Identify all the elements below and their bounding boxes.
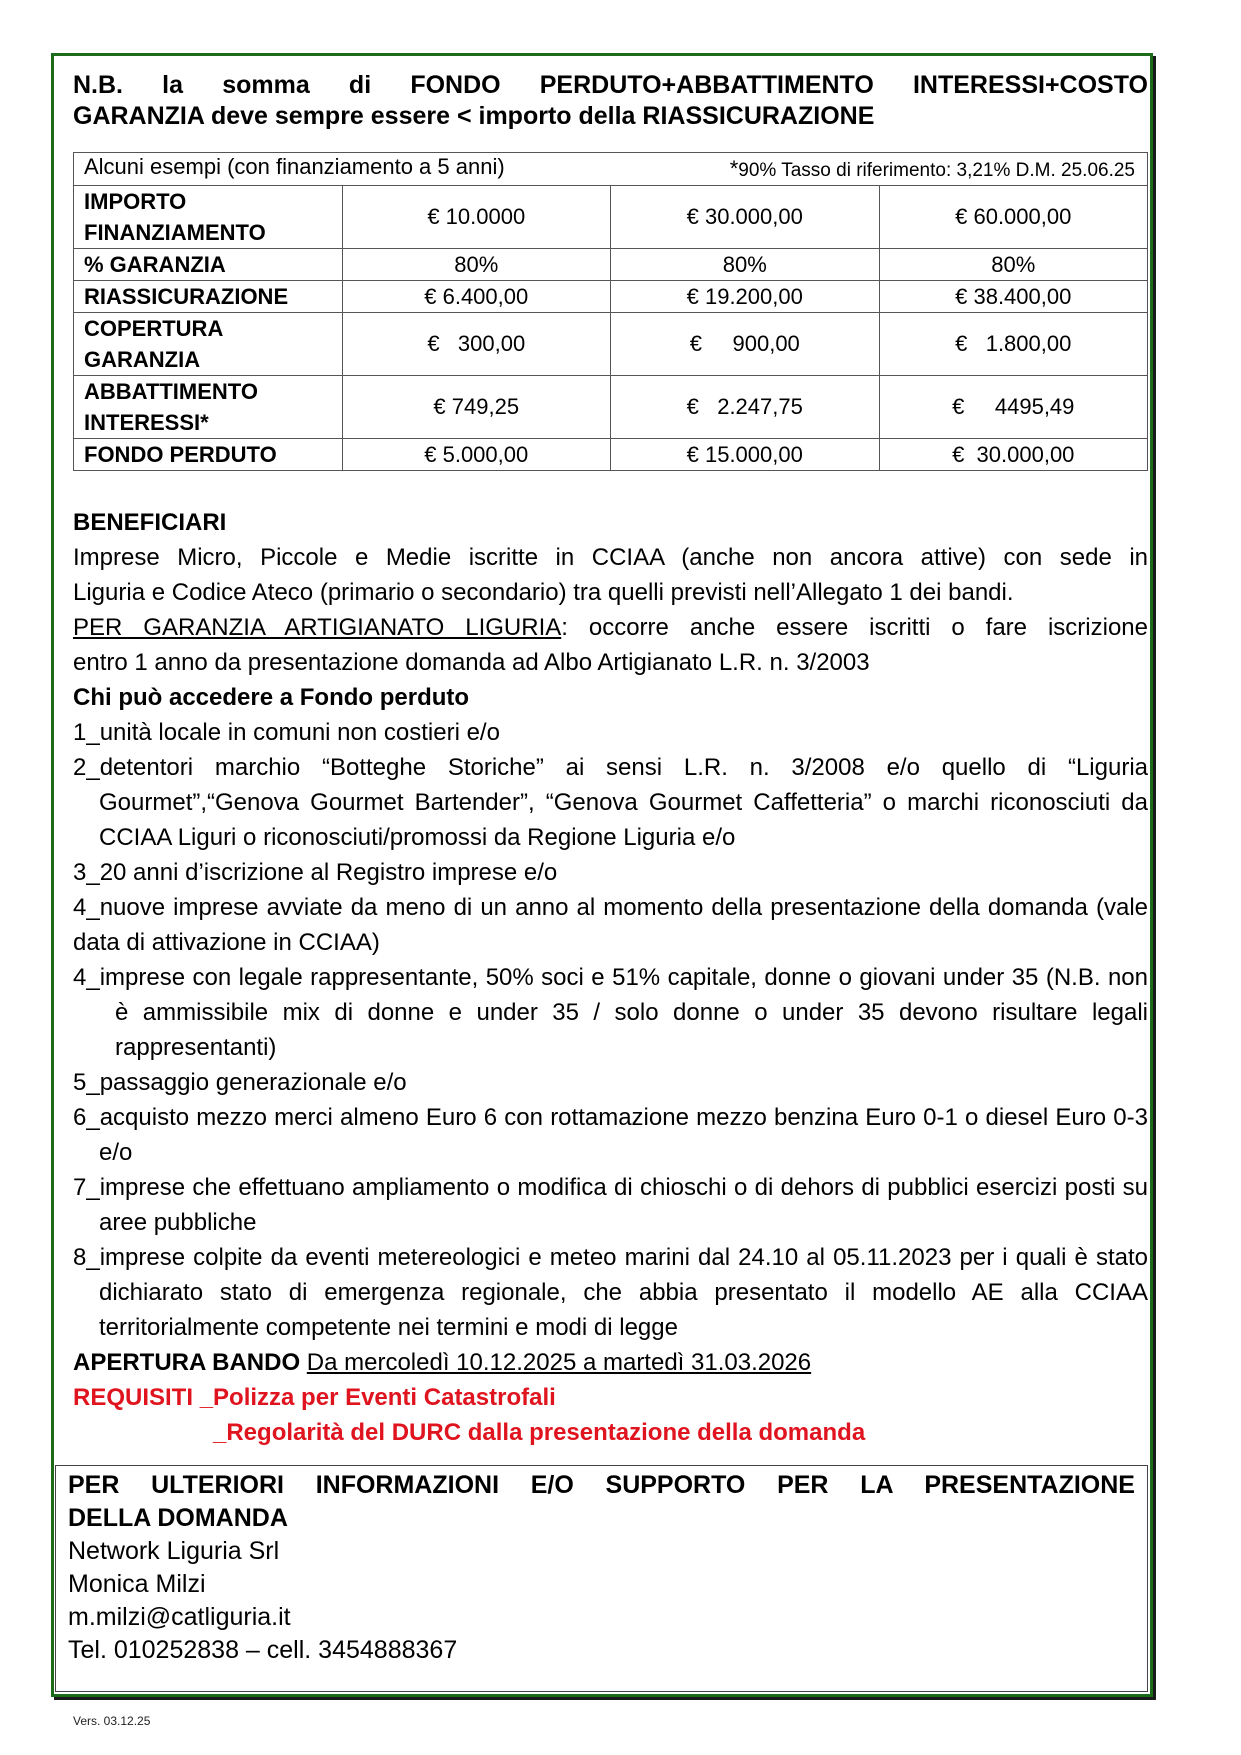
list-item: 5_passaggio generazionale e/o [73,1069,407,1096]
cell-value: 80% [342,249,611,281]
cell-value: € 30.000,00 [611,186,880,249]
table-caption-row [74,153,1148,186]
cell-value: € 60.000,00 [879,186,1148,249]
cell-value: € 19.200,00 [611,281,880,313]
list-item: 3_20 anni d’iscrizione al Registro imprese e/o [73,859,558,886]
artigianato-label: PER GARANZIA ARTIGIANATO LIGURIA [73,614,562,641]
cell-value: € 300,00 [342,313,611,376]
contact-phone: Tel. 010252838 – cell. 3454888367 [68,1636,458,1664]
apertura-dates: Da mercoledì 10.12.2025 a martedì 31.03.2026 [306,1349,812,1376]
contact-email-link[interactable]: m.milzi@catliguria.it [68,1603,291,1631]
caption-left: Alcuni esempi (con finanziamento a 5 anni) [84,154,505,179]
notice-line-2: GARANZIA deve sempre essere < importo della RIASSICURAZIONE [73,102,875,130]
contact-company: Network Liguria Srl [68,1537,280,1565]
requisiti-item-2: _Regolarità del DURC dalla presentazione della domanda [213,1419,866,1446]
cell-value: € 15.000,00 [611,439,880,471]
artigianato-text: : occorre anche essere iscritti o fare iscrizione [561,614,1148,641]
requisiti-label: REQUISITI [73,1384,194,1411]
list-item: 7_imprese che effettuano ampliamento o modifica di chioschi o di dehors di pubblici esercizi posti su aree pubbliche [73,1174,1148,1236]
list-item: 6_acquisto mezzo merci almeno Euro 6 con rottamazione mezzo benzina Euro 0-1 o diesel Euro 0-3 e/o [73,1104,1148,1166]
contact-person: Monica Milzi [68,1570,206,1598]
fondo-perduto-heading: Chi può accedere a Fondo perduto [73,684,470,711]
row-label: % GARANZIA [74,249,343,281]
apertura-bando [73,1345,1148,1380]
reference-rate: 90% Tasso di riferimento: 3,21% D.M. 25.06.25 [738,160,1135,181]
cell-value: € 5.000,00 [342,439,611,471]
contact-title-line-2: DELLA DOMANDA [68,1504,288,1532]
contact-title [68,1469,1135,1535]
beneficiari-para-line-2: Liguria e Codice Ateco (primario o secondario) tra quelli previsti nell’Allegato 1 dei bandi. [73,579,1014,606]
requisiti-line-1 [73,1380,1148,1415]
cell-value: 80% [611,249,880,281]
list-item: 4_imprese con legale rappresentante, 50% soci e 51% capitale, donne o giovani under 35 (N.B. non è ammissibile mix di donne e under 35 / solo donne o under 35 devono risultare legali rappresentanti) [73,964,1148,1061]
requisiti-item-1: _Polizza per Eventi Catastrofali [199,1384,556,1411]
cell-value: € 900,00 [611,313,880,376]
row-label: RIASSICURAZIONE [74,281,343,313]
cell-value: € 30.000,00 [879,439,1148,471]
version-label: Vers. 03.12.25 [73,1714,151,1728]
list-item: 2_detentori marchio “Botteghe Storiche” ai sensi L.R. n. 3/2008 e/o quello di “Liguria Gourmet”,“Genova Gourmet Bartender”, “Genova Gourmet Caffetteria” o marchi riconosciuti da CCIAA Liguri o riconosciuti/promossi da Regione Liguria e/o [73,754,1148,851]
table-row [74,439,1148,471]
list-item: 4_nuove imprese avviate da meno di un anno al momento della presentazione della domanda (vale data di attivazione in CCIAA) [73,894,1148,956]
row-label: ABBATTIMENTO INTERESSI* [74,376,343,439]
cell-value: € 6.400,00 [342,281,611,313]
contact-title-line-1: PER ULTERIORI INFORMAZIONI E/O SUPPORTO PER LA PRESENTAZIONE [68,1471,1135,1499]
table-row [74,249,1148,281]
cell-value: 80% [879,249,1148,281]
cell-value: € 10.0000 [342,186,611,249]
artigianato-line-1 [73,610,1148,645]
notice-line-1: N.B. la somma di FONDO PERDUTO+ABBATTIMENTO INTERESSI+COSTO [73,71,1148,99]
examples-table [73,152,1148,471]
list-item: 8_imprese colpite da eventi metereologici e meteo marini dal 24.10 al 05.11.2023 per i quali è stato dichiarato stato di emergenza regionale, che abbia presentato il modello AE alla CCIAA territorialmente competente nei termini e modi di legge [73,1244,1148,1341]
table-row [74,186,1148,249]
document-body [73,505,1148,1450]
notice-heading [73,70,1148,132]
asterisk: * [729,156,739,181]
apertura-label: APERTURA BANDO [73,1349,301,1376]
table-caption [74,153,1148,186]
cell-value: € 38.400,00 [879,281,1148,313]
caption-right [730,154,1137,184]
contact-box [55,1465,1148,1692]
list-item: 1_unità locale in comuni non costieri e/o [73,719,500,746]
row-label: IMPORTO FINANZIAMENTO [74,186,343,249]
table-row [74,281,1148,313]
cell-value: € 2.247,75 [611,376,880,439]
table-row [74,313,1148,376]
cell-value: € 4495,49 [879,376,1148,439]
cell-value: € 749,25 [342,376,611,439]
table-row [74,376,1148,439]
cell-value: € 1.800,00 [879,313,1148,376]
row-label: FONDO PERDUTO [74,439,343,471]
beneficiari-heading: BENEFICIARI [73,509,227,536]
beneficiari-para-line-1: Imprese Micro, Piccole e Medie iscritte in CCIAA (anche non ancora attive) con sede in [73,544,1148,571]
artigianato-line-2: entro 1 anno da presentazione domanda ad Albo Artigianato L.R. n. 3/2003 [73,649,870,676]
row-label: COPERTURA GARANZIA [74,313,343,376]
